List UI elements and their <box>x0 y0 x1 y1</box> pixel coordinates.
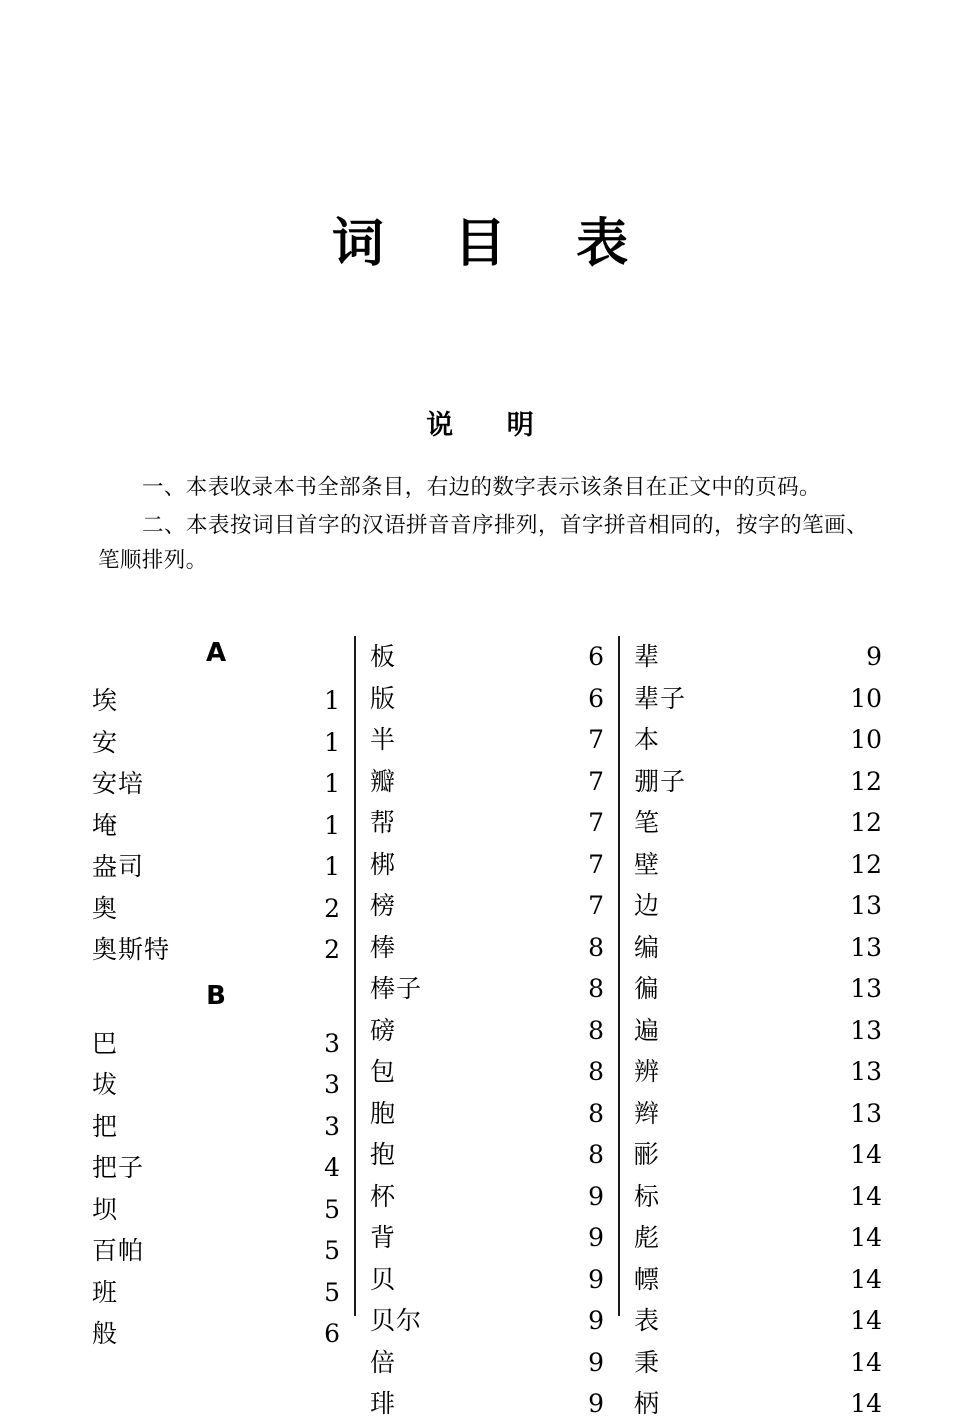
entry-page-number: 13 <box>850 891 882 920</box>
leader-dots <box>432 981 565 997</box>
leader-dots <box>406 1272 565 1288</box>
entry-page-number: 9 <box>588 1306 604 1335</box>
index-entry[interactable] <box>634 1217 882 1259</box>
leader-dots <box>406 732 565 748</box>
entry-term: 彪 <box>634 1223 661 1252</box>
entry-term: 梆 <box>370 849 397 879</box>
index-entry[interactable] <box>634 1342 882 1384</box>
index-entry[interactable] <box>92 846 340 888</box>
entry-page-number: 5 <box>324 1236 340 1265</box>
entry-page-number: 5 <box>324 1194 340 1224</box>
entry-term: 埃 <box>92 686 119 715</box>
entry-page-number: 2 <box>324 893 340 923</box>
entry-term: 半 <box>370 725 397 754</box>
entry-term: 本 <box>634 725 661 754</box>
leader-dots <box>406 1230 565 1246</box>
index-entry[interactable] <box>634 1093 882 1135</box>
leader-dots <box>128 1119 301 1135</box>
index-entry[interactable] <box>370 636 604 678</box>
entry-term: 贝 <box>370 1264 397 1294</box>
index-entry[interactable] <box>370 1342 604 1384</box>
entry-term: 辨 <box>634 1057 661 1086</box>
entry-term: 版 <box>370 683 397 713</box>
entry-page-number: 8 <box>588 1015 604 1045</box>
index-entry[interactable] <box>370 1300 604 1342</box>
index-entry[interactable] <box>634 1051 882 1093</box>
leader-dots <box>128 1285 301 1301</box>
entry-page-number: 9 <box>588 1389 604 1418</box>
entry-page-number: 14 <box>850 1181 882 1211</box>
entry-term: 琲 <box>370 1389 397 1418</box>
leader-dots <box>128 901 301 917</box>
leader-dots <box>128 735 301 751</box>
entry-term: 倍 <box>370 1347 397 1377</box>
leader-dots <box>406 940 565 956</box>
index-entry[interactable] <box>92 1272 340 1314</box>
entry-term: 幖 <box>634 1264 661 1294</box>
entry-page-number: 8 <box>588 1098 604 1128</box>
entry-term: 奥 <box>92 893 119 923</box>
entry-page-number: 14 <box>850 1223 882 1252</box>
entry-page-number: 3 <box>324 1111 340 1141</box>
entry-page-number: 3 <box>324 1028 340 1058</box>
leader-dots <box>128 1036 301 1052</box>
leader-dots <box>406 691 565 707</box>
entry-page-number: 8 <box>588 1140 604 1169</box>
index-entry[interactable] <box>370 1217 604 1259</box>
leader-dots <box>670 1147 841 1163</box>
leader-dots <box>154 1160 301 1176</box>
index-entry[interactable] <box>634 636 882 678</box>
leader-dots <box>406 1106 565 1122</box>
entry-page-number: 3 <box>324 1070 340 1099</box>
entry-page-number: 9 <box>588 1347 604 1377</box>
index-entry[interactable] <box>92 1147 340 1189</box>
leader-dots <box>406 1023 565 1039</box>
leader-dots <box>670 940 841 956</box>
index-column-2 <box>354 636 618 1418</box>
leader-dots <box>406 857 565 873</box>
leader-dots <box>696 774 841 790</box>
entry-page-number: 12 <box>850 849 882 879</box>
leader-dots <box>180 942 301 958</box>
leader-dots <box>128 1202 301 1218</box>
index-entry[interactable] <box>370 1134 604 1176</box>
entry-page-number: 13 <box>850 1057 882 1086</box>
entry-term: 柄 <box>634 1389 661 1418</box>
entry-term: 坝 <box>92 1194 119 1224</box>
entry-page-number: 6 <box>588 683 604 713</box>
leader-dots <box>670 1396 841 1412</box>
entry-term: 彨 <box>634 1140 661 1169</box>
index-entry[interactable] <box>370 802 604 844</box>
index-entry[interactable] <box>92 763 340 805</box>
index-entry[interactable] <box>370 885 604 927</box>
entry-term: 背 <box>370 1223 397 1252</box>
entry-page-number: 13 <box>850 1098 882 1128</box>
leader-dots <box>670 1272 841 1288</box>
entry-page-number: 10 <box>850 725 882 754</box>
entry-term: 把 <box>92 1111 119 1141</box>
entry-term: 板 <box>370 642 397 671</box>
entry-term: 埯 <box>92 810 119 840</box>
entry-term: 辈子 <box>634 683 687 713</box>
note-item: 一、本表收录本书全部条目，右边的数字表示该条目在正文中的页码。 <box>142 475 821 500</box>
leader-dots <box>670 1023 841 1039</box>
entry-term: 壁 <box>634 849 661 879</box>
index-entry[interactable] <box>370 927 604 969</box>
entry-term: 弸子 <box>634 766 687 796</box>
entry-page-number: 1 <box>324 810 340 840</box>
leader-dots <box>670 981 841 997</box>
leader-dots <box>406 1189 565 1205</box>
leader-dots <box>670 1313 841 1329</box>
entry-term: 棒子 <box>370 974 423 1003</box>
entry-page-number: 13 <box>850 974 882 1003</box>
entry-term: 胞 <box>370 1098 397 1128</box>
entry-page-number: 14 <box>850 1347 882 1377</box>
leader-dots <box>128 1326 301 1342</box>
leader-dots <box>406 1355 565 1371</box>
entry-term: 标 <box>634 1181 661 1211</box>
index-entry[interactable] <box>634 844 882 886</box>
index-entry[interactable] <box>92 680 340 722</box>
index-entry[interactable] <box>634 802 882 844</box>
leader-dots <box>406 649 565 665</box>
entry-term: 班 <box>92 1277 119 1307</box>
leader-dots <box>696 691 841 707</box>
leader-dots <box>670 1230 841 1246</box>
leader-dots <box>670 1189 841 1205</box>
index-entry[interactable] <box>92 1106 340 1148</box>
index-entry[interactable] <box>92 1313 340 1355</box>
leader-dots <box>670 732 841 748</box>
index-entry[interactable] <box>634 761 882 803</box>
index-entry[interactable] <box>634 1300 882 1342</box>
leader-dots <box>154 859 301 875</box>
index-entry[interactable] <box>634 1383 882 1425</box>
leader-dots <box>128 693 301 709</box>
entry-page-number: 14 <box>850 1140 882 1169</box>
index-column-1 <box>92 636 354 1348</box>
entry-page-number: 1 <box>324 727 340 757</box>
leader-dots <box>154 1243 301 1259</box>
entry-page-number: 7 <box>588 766 604 796</box>
entry-term: 遍 <box>634 1015 661 1045</box>
leader-dots <box>670 857 841 873</box>
entry-page-number: 1 <box>324 686 340 715</box>
entry-page-number: 7 <box>588 891 604 920</box>
entry-page-number: 1 <box>324 852 340 881</box>
index-entry[interactable] <box>92 1189 340 1231</box>
index-entry[interactable] <box>634 1134 882 1176</box>
entry-term: 瓣 <box>370 766 397 796</box>
entry-term: 棒 <box>370 932 397 962</box>
index-entry[interactable] <box>92 722 340 764</box>
index-entry[interactable] <box>370 1010 604 1052</box>
entry-term: 包 <box>370 1057 397 1086</box>
leader-dots <box>670 649 843 665</box>
entry-page-number: 6 <box>324 1319 340 1348</box>
entry-term: 把子 <box>92 1153 145 1182</box>
entry-page-number: 12 <box>850 766 882 796</box>
leader-dots <box>128 1077 301 1093</box>
entry-page-number: 14 <box>850 1389 882 1418</box>
leader-dots <box>670 815 841 831</box>
leader-dots <box>406 1396 565 1412</box>
entry-page-number: 14 <box>850 1264 882 1294</box>
entry-page-number: 6 <box>588 642 604 671</box>
entry-page-number: 1 <box>324 769 340 798</box>
index-entry[interactable] <box>370 678 604 720</box>
entry-term: 笔 <box>634 808 661 837</box>
index-columns <box>92 636 882 1418</box>
index-entry[interactable] <box>370 1176 604 1218</box>
entry-term: 秉 <box>634 1347 661 1377</box>
entry-term: 辈 <box>634 642 661 671</box>
entry-page-number: 8 <box>588 974 604 1003</box>
entry-term: 抱 <box>370 1140 397 1169</box>
entry-page-number: 12 <box>850 808 882 837</box>
index-entry[interactable] <box>92 1064 340 1106</box>
entry-page-number: 7 <box>588 725 604 754</box>
entry-term: 般 <box>92 1319 119 1348</box>
leader-dots <box>670 1106 841 1122</box>
entry-page-number: 7 <box>588 849 604 879</box>
note-item: 二、本表按词目首字的汉语拼音音序排列，首字拼音相同的，按字的笔画、笔顺排列。 <box>98 513 868 573</box>
entry-term: 贝尔 <box>370 1306 423 1335</box>
entry-term: 安 <box>92 727 119 757</box>
index-entry[interactable] <box>634 1010 882 1052</box>
index-entry[interactable] <box>370 1259 604 1301</box>
entry-term: 边 <box>634 891 661 920</box>
index-entry[interactable] <box>92 929 340 971</box>
entry-term: 坺 <box>92 1070 119 1099</box>
index-entry[interactable] <box>634 968 882 1010</box>
entry-term: 磅 <box>370 1015 397 1045</box>
notes-heading: 说 明 <box>426 410 556 441</box>
entry-page-number: 13 <box>850 1015 882 1045</box>
index-entry[interactable] <box>370 1093 604 1135</box>
entry-term: 帮 <box>370 808 397 837</box>
index-entry[interactable] <box>370 719 604 761</box>
entry-page-number: 14 <box>850 1306 882 1335</box>
entry-term: 表 <box>634 1306 661 1335</box>
index-entry[interactable] <box>634 885 882 927</box>
entry-page-number: 10 <box>850 683 882 713</box>
entry-term: 徧 <box>634 974 661 1003</box>
index-entry[interactable] <box>634 1176 882 1218</box>
section-letter-a: A <box>205 638 227 668</box>
entry-page-number: 9 <box>866 642 882 671</box>
index-entry[interactable] <box>92 805 340 847</box>
leader-dots <box>432 1313 565 1329</box>
page-title: 词 目 表 <box>331 213 655 274</box>
entry-term: 编 <box>634 932 661 962</box>
entry-term: 安培 <box>92 769 145 798</box>
index-entry[interactable] <box>634 719 882 761</box>
leader-dots <box>154 776 301 792</box>
index-entry[interactable] <box>370 1051 604 1093</box>
entry-page-number: 9 <box>588 1223 604 1252</box>
leader-dots <box>128 818 301 834</box>
entry-term: 百帕 <box>92 1236 145 1265</box>
leader-dots <box>406 774 565 790</box>
notes-body <box>98 470 868 581</box>
entry-term: 榜 <box>370 891 397 920</box>
entry-term: 杯 <box>370 1181 397 1211</box>
index-entry[interactable] <box>92 888 340 930</box>
entry-term: 盎司 <box>92 852 145 881</box>
leader-dots <box>670 1355 841 1371</box>
index-column-3 <box>618 636 882 1418</box>
index-entry[interactable] <box>370 844 604 886</box>
index-entry[interactable] <box>92 1230 340 1272</box>
index-entry[interactable] <box>92 1023 340 1065</box>
index-entry[interactable] <box>370 761 604 803</box>
index-entry[interactable] <box>370 968 604 1010</box>
entry-page-number: 2 <box>324 935 340 964</box>
section-letter-b: B <box>206 980 226 1011</box>
index-entry[interactable] <box>634 678 882 720</box>
leader-dots <box>670 1064 841 1080</box>
entry-page-number: 13 <box>850 932 882 962</box>
entry-term: 辫 <box>634 1098 661 1128</box>
leader-dots <box>406 898 565 914</box>
entry-page-number: 8 <box>588 1057 604 1086</box>
entry-page-number: 9 <box>588 1264 604 1294</box>
index-entry[interactable] <box>634 1259 882 1301</box>
entry-page-number: 7 <box>588 808 604 837</box>
entry-page-number: 4 <box>324 1153 340 1182</box>
entry-page-number: 5 <box>324 1277 340 1307</box>
leader-dots <box>670 898 841 914</box>
entry-term: 巴 <box>92 1028 119 1058</box>
index-entry[interactable] <box>370 1383 604 1425</box>
entry-term: 奥斯特 <box>92 935 171 964</box>
entry-page-number: 8 <box>588 932 604 962</box>
index-entry[interactable] <box>634 927 882 969</box>
leader-dots <box>406 1147 565 1163</box>
leader-dots <box>406 1064 565 1080</box>
entry-page-number: 9 <box>588 1181 604 1211</box>
leader-dots <box>406 815 565 831</box>
